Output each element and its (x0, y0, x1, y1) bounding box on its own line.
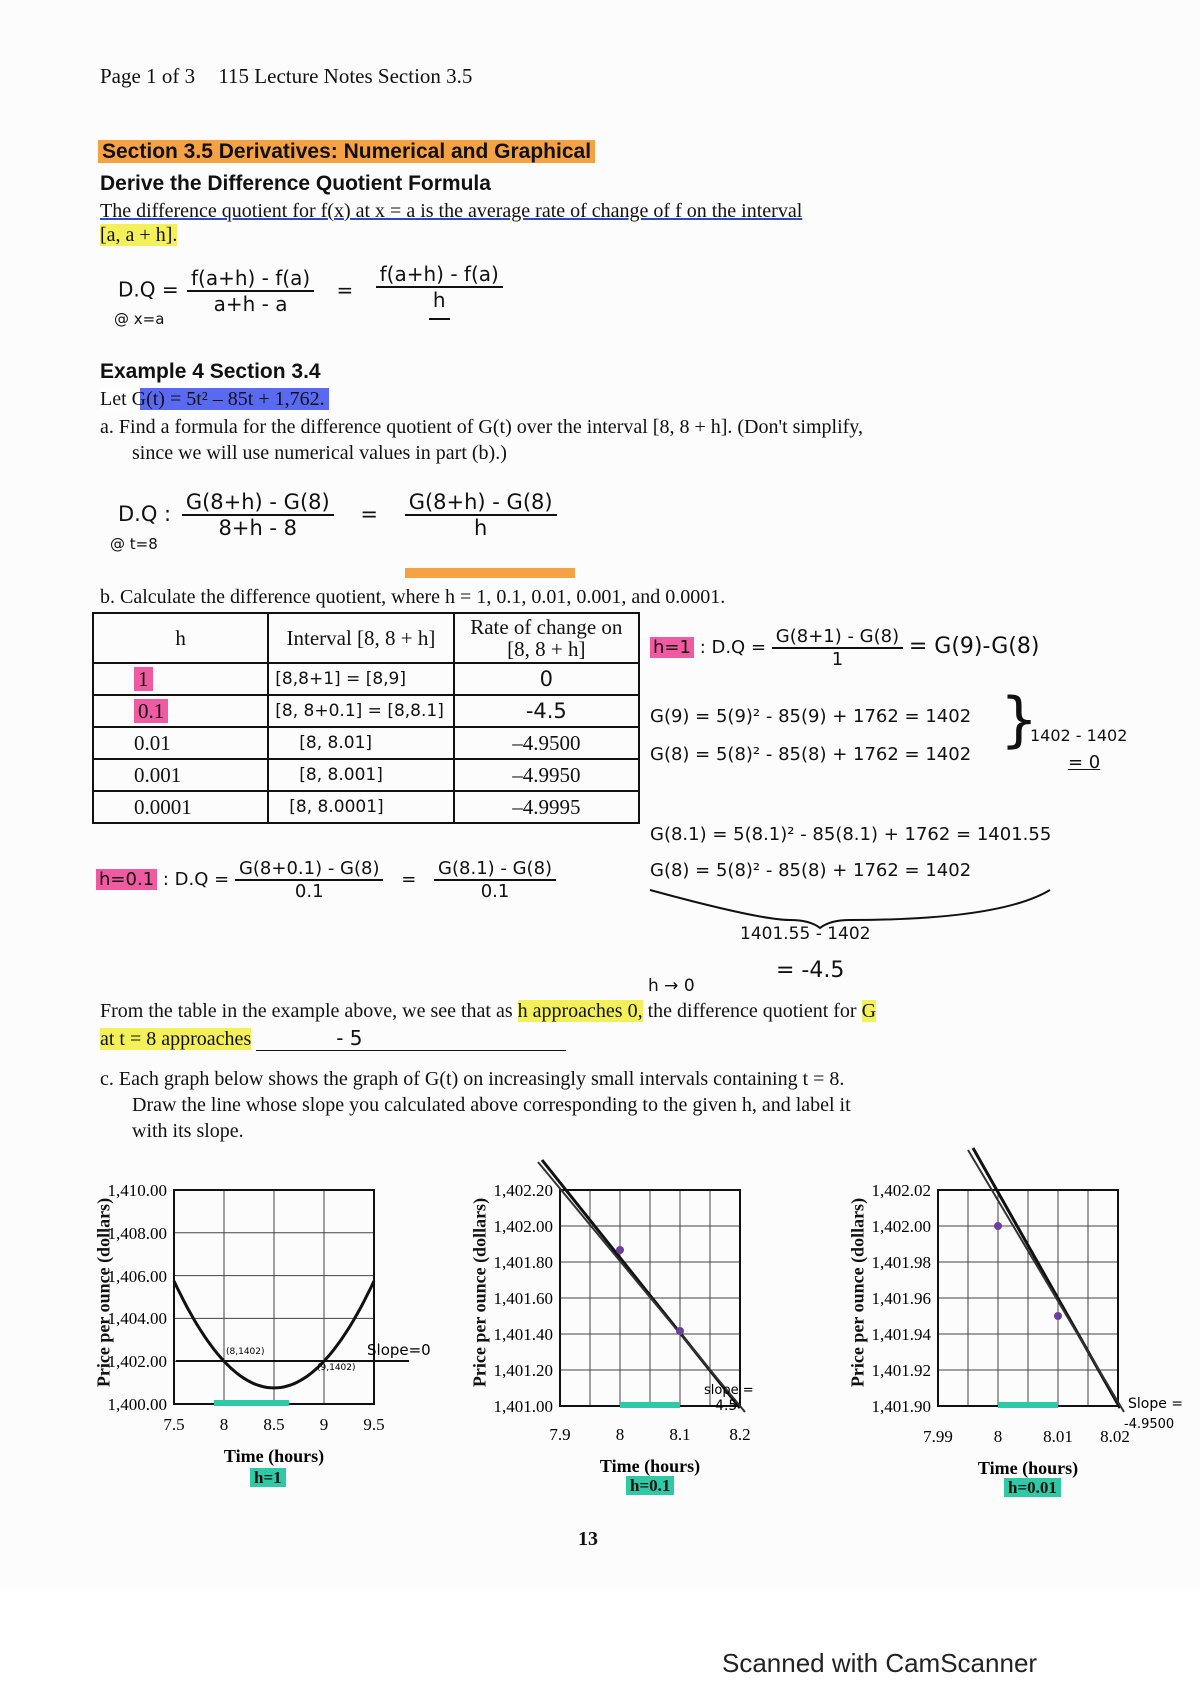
chart-3-ytick: 1,402.00 (871, 1217, 931, 1236)
chart-2-xtick: 8.1 (669, 1425, 691, 1444)
conclusion-hl1: h approaches 0, (517, 1000, 643, 1022)
chart-2-xtick: 7.9 (549, 1425, 571, 1444)
chart-3-ylabel: Price per ounce (dollars) (847, 1197, 868, 1388)
chart-3-xtick: 7.99 (923, 1427, 953, 1446)
chart-2-svg (440, 1172, 780, 1476)
dq-a (118, 490, 557, 540)
chart-1-ytick: 1,404.00 (107, 1309, 167, 1328)
part-a-text1: Find a formula for the difference quotient of G(t) over the interval [8, 8 + h]. (Don't simplify, (118, 416, 864, 438)
table-cell-h: 0.0001 (93, 791, 268, 823)
work-h01-lhs: : D.Q = (162, 869, 230, 890)
table-cell-rate: –4.9500 (454, 727, 639, 759)
subtitle: Derive the Difference Quotient Formula (100, 172, 491, 195)
dq-a-eq: = (360, 502, 378, 526)
dq-general-den2: h (429, 288, 450, 320)
part-c-text2: Draw the line whose slope you calculated above corresponding to the given h, and label it (132, 1094, 851, 1116)
chart-1-xlabel: Time (hours) (223, 1446, 325, 1466)
definition (100, 200, 1100, 223)
table-cell-rate: –4.9950 (454, 759, 639, 791)
chart-2-highlight (620, 1402, 680, 1408)
dq-general-num1: f(a+h) - f(a) (187, 266, 314, 292)
chart-1-ytick: 1,400.00 (107, 1395, 167, 1414)
chart-2-ytick: 1,402.00 (493, 1217, 553, 1236)
chart-3-ytick: 1,401.94 (871, 1325, 931, 1344)
chart-1-svg (64, 1172, 431, 1472)
dq-a-num1: G(8+h) - G(8) (182, 490, 334, 516)
table-cell-interval: [8, 8.0001] (268, 791, 453, 823)
chart-3-xtick: 8 (993, 1427, 1003, 1446)
conclusion-text1: From the table in the example above, we see that as (100, 1000, 513, 1022)
chart-2-xlabel: Time (hours) (599, 1456, 701, 1476)
work-h1-line1: G(9) = 5(9)² - 85(9) + 1762 = 1402 (650, 706, 972, 727)
chart-2-ytick: 1,401.00 (493, 1397, 553, 1416)
table-row (93, 759, 639, 791)
work-h1 (650, 626, 1039, 670)
part-a-label: a. (100, 416, 114, 438)
dq-a-den1: 8+h - 8 (218, 516, 298, 540)
table-cell-rate: –4.9995 (454, 791, 639, 823)
chart-1-ylabel: Price per ounce (dollars) (93, 1197, 114, 1388)
dq-a-num2: G(8+h) - G(8) (405, 490, 557, 516)
chart-1-caption: h=1 (250, 1468, 286, 1487)
chart-3-svg (818, 1172, 1184, 1478)
table-cell-rate: 0 (454, 663, 639, 695)
example-let: Let G(t) = 5t² – 85t + 1,762. (100, 388, 329, 410)
chart-1-ytick: 1,408.00 (107, 1224, 167, 1243)
chart-2-point (616, 1246, 624, 1254)
work-h1-diff: 1402 - 1402 (1030, 726, 1128, 745)
chart-3-point (1054, 1312, 1062, 1320)
chart-1-ytick: 1,402.00 (107, 1352, 167, 1371)
part-c-text3: with its slope. (132, 1120, 244, 1142)
work-h01-num2: G(8.1) - G(8) (434, 858, 556, 881)
work-h01-diff-result: = -4.5 (776, 958, 845, 983)
definition-interval: [a, a + h]. (100, 224, 178, 246)
part-c-text1: c. Each graph below shows the graph of G(t) on increasingly small intervals containing t = 8. (100, 1068, 845, 1090)
chart-3-point (994, 1222, 1002, 1230)
work-h01-line2: G(8) = 5(8)² - 85(8) + 1762 = 1402 (650, 860, 972, 881)
part-a-text2: since we will use numerical values in part (b).) (132, 442, 507, 464)
dq-a-at: @ t=8 (110, 535, 158, 553)
example-title: Example 4 Section 3.4 (100, 360, 321, 383)
table-cell-interval: [8, 8+0.1] = [8,8.1] (268, 695, 453, 727)
table-row (93, 695, 639, 727)
work-h01-label: h=0.1 (96, 869, 157, 890)
chart-1-xtick: 9.5 (363, 1415, 385, 1434)
conclusion-line2 (100, 1026, 566, 1051)
chart-2-xtick: 8 (615, 1425, 625, 1444)
course-title: 115 Lecture Notes Section 3.5 (218, 64, 473, 88)
part-b-text: b. Calculate the difference quotient, where h = 1, 0.1, 0.01, 0.001, and 0.0001. (100, 586, 726, 608)
chart-2-slope-value: -4.5 (710, 1398, 738, 1414)
dq-general-lhs: D.Q = (118, 277, 179, 302)
brace-icon: } (1000, 685, 1039, 755)
conclusion-hl2: G (861, 1000, 877, 1022)
chart-1-xtick: 7.5 (163, 1415, 185, 1434)
chart-3-slope-label: Slope = (1128, 1396, 1184, 1412)
scanner-watermark: Scanned with CamScanner (722, 1648, 1038, 1678)
chart-3-slope-value: -4.9500 (1124, 1417, 1175, 1432)
chart-1-xtick: 8 (219, 1415, 229, 1434)
chart-2-slope-label: slope = (704, 1383, 754, 1398)
limit-note: h → 0 (648, 976, 695, 996)
table-row (93, 663, 639, 695)
conclusion-answer: - 5 (256, 1026, 566, 1051)
dq-a-lhs: D.Q : (118, 502, 172, 526)
work-h1-line2: G(8) = 5(8)² - 85(8) + 1762 = 1402 (650, 744, 972, 765)
dq-general-at: @ x=a (114, 310, 165, 328)
chart-1 (64, 1172, 431, 1487)
chart-1-point-label: (9,1402) (317, 1363, 356, 1373)
chart-2-ytick: 1,401.20 (493, 1361, 553, 1380)
chart-1-ytick: 1,406.00 (107, 1267, 167, 1286)
table-cell-h: 0.001 (93, 759, 268, 791)
page-number: 13 (578, 1528, 598, 1550)
work-h1-lhs: : D.Q = (699, 637, 767, 658)
chart-3-ytick: 1,401.96 (871, 1289, 931, 1308)
table-header-interval: Interval [8, 8 + h] (268, 613, 453, 663)
work-h01-den2: 0.1 (480, 881, 510, 902)
chart-2-xtick: 8.2 (729, 1425, 751, 1444)
table-row (93, 727, 639, 759)
definition-text: The difference quotient for f(x) at x = a is the average rate of change of f on the interval (100, 200, 803, 222)
chart-1-point-label: (8,1402) (226, 1347, 265, 1357)
table-row (93, 791, 639, 823)
page-indicator: Page 1 of 3 (100, 64, 196, 88)
chart-3-xlabel: Time (hours) (977, 1458, 1079, 1478)
table-cell-rate: -4.5 (454, 695, 639, 727)
chart-1-xtick: 8.5 (263, 1415, 285, 1434)
chart-3-ytick: 1,402.02 (871, 1181, 931, 1200)
chart-2-tangent (538, 1162, 745, 1412)
dq-general-num2: f(a+h) - f(a) (376, 262, 503, 288)
work-h01-den1: 0.1 (294, 881, 324, 902)
chart-2-ytick: 1,401.60 (493, 1289, 553, 1308)
work-h1-diff-result: = 0 (1068, 752, 1101, 773)
chart-3-ytick: 1,401.98 (871, 1253, 931, 1272)
table-cell-interval: [8,8+1] = [8,9] (268, 663, 453, 695)
part-a (100, 416, 1160, 439)
brace-curve (640, 880, 1060, 930)
chart-2 (440, 1172, 780, 1495)
chart-1-ytick: 1,410.00 (107, 1181, 167, 1200)
work-h1-label: h=1 (650, 637, 694, 658)
chart-2-ytick: 1,402.20 (493, 1181, 553, 1200)
work-h01-diff: 1401.55 - 1402 (740, 924, 871, 944)
dq-a-den2: h (473, 516, 488, 540)
work-h01-line1: G(8.1) = 5(8.1)² - 85(8.1) + 1762 = 1401.55 (650, 824, 1052, 845)
chart-2-ylabel: Price per ounce (dollars) (469, 1197, 490, 1388)
table-header-h: h (93, 613, 268, 663)
chart-3 (818, 1172, 1184, 1497)
chart-1-highlight (214, 1400, 289, 1406)
dq-general (118, 262, 503, 320)
chart-3-ytick: 1,401.90 (871, 1397, 931, 1416)
dq-general-den1: a+h - a (213, 292, 288, 316)
work-h1-num: G(8+1) - G(8) (772, 626, 903, 649)
table-cell-h: 0.01 (93, 727, 268, 759)
work-h1-den: 1 (831, 649, 844, 670)
highlight-mark (405, 568, 575, 578)
work-h01-num1: G(8+0.1) - G(8) (235, 858, 384, 881)
conclusion (100, 1000, 1100, 1023)
chart-1-slope-label: Slope=0 (367, 1341, 431, 1359)
table-cell-h: 1 (134, 667, 153, 691)
chart-3-xtick: 8.01 (1043, 1427, 1073, 1446)
chart-3-xtick: 8.02 (1100, 1427, 1130, 1446)
chart-2-ytick: 1,401.80 (493, 1253, 553, 1272)
chart-3-caption: h=0.01 (1004, 1478, 1061, 1497)
table-cell-interval: [8, 8.001] (268, 759, 453, 791)
table-cell-interval: [8, 8.01] (268, 727, 453, 759)
table-cell-h: 0.1 (134, 699, 168, 723)
conclusion-text2: the difference quotient for (647, 1000, 857, 1022)
chart-2-caption: h=0.1 (626, 1476, 674, 1495)
chart-3-highlight (998, 1402, 1058, 1408)
dq-table (92, 612, 640, 824)
chart-1-xtick: 9 (319, 1415, 329, 1434)
work-h01-eq: = (401, 869, 417, 890)
chart-2-point (676, 1327, 684, 1335)
chart-2-ytick: 1,401.40 (493, 1325, 553, 1344)
section-title: Section 3.5 Derivatives: Numerical and Graphical (98, 140, 595, 163)
dq-general-eq: = (336, 277, 354, 302)
work-h1-result: = G(9)-G(8) (908, 634, 1040, 659)
page-header (100, 64, 472, 89)
table-header-rate: Rate of change on [8, 8 + h] (454, 613, 639, 663)
chart-3-ytick: 1,401.92 (871, 1361, 931, 1380)
conclusion-hl3: at t = 8 approaches (100, 1028, 252, 1050)
work-h01 (96, 858, 556, 902)
